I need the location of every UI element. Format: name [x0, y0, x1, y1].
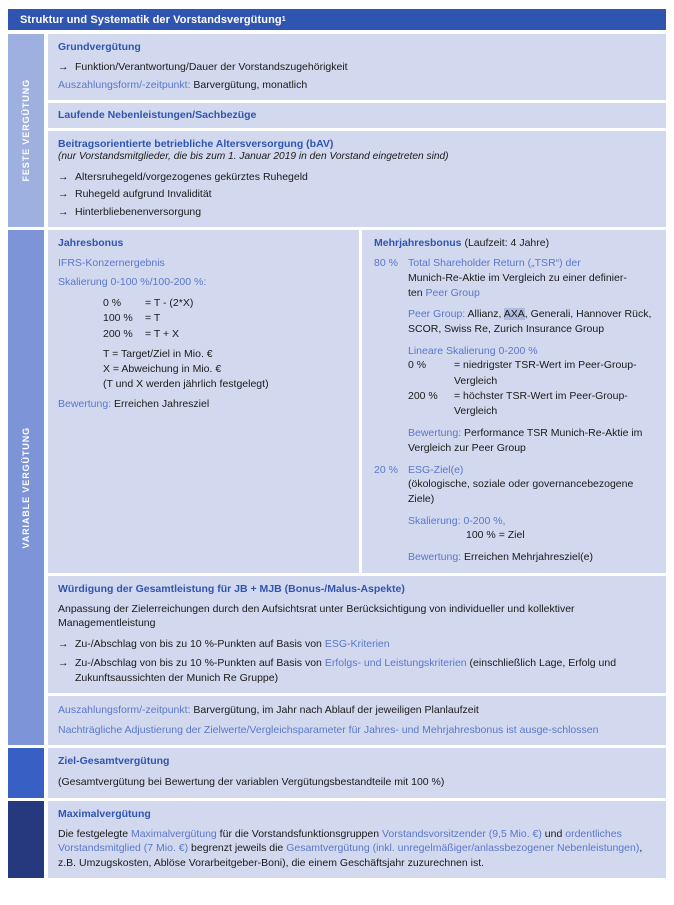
- nebenleistungen-heading: Laufende Nebenleistungen/Sachbezüge: [58, 109, 257, 122]
- tsr-line2: Munich-Re-Aktie im Vergleich zu einer definier-: [408, 271, 627, 284]
- tsr-scaling: Lineare Skalierung 0-200 %: [408, 344, 538, 357]
- esg-assessment-label: Bewertung:: [408, 550, 462, 563]
- formula-right: = T - (2*X): [145, 297, 194, 310]
- tsr-weight: 80 %: [374, 257, 398, 270]
- maximal-run-0: Die festgelegte: [58, 827, 131, 840]
- title-footnote-marker: 1: [281, 16, 286, 23]
- rail-block-ziel: [8, 748, 44, 798]
- peer-group-pre: Allianz,: [465, 308, 504, 321]
- tsr-title: Total Shareholder Return („TSR“) der: [408, 257, 581, 270]
- auszahlung-payout-label: Auszahlungsform/-zeitpunkt:: [58, 704, 191, 717]
- formula-left: 100 %: [103, 312, 133, 325]
- arrow-icon: →: [58, 61, 69, 74]
- tsr-scale-left: 0 %: [408, 359, 427, 372]
- maximal-run-4: und: [541, 827, 566, 840]
- grundverguetung-heading: Grundvergütung: [58, 41, 141, 53]
- wuerdigung-bullet: [58, 637, 656, 651]
- maximal-sections: [48, 801, 666, 879]
- bullet-post: (einschließlich Lage, Erfolg und Zukunftsaussichten der Munich Re Gruppe): [75, 657, 617, 684]
- tsr-scale-cont-1: Vergleich: [454, 404, 498, 417]
- formula-row: [103, 311, 349, 326]
- rail-variable-wrap: [8, 230, 44, 745]
- wuerdigung-heading: Würdigung der Gesamtleistung für JB + MJB (Bonus-/Malus-Aspekte): [58, 582, 405, 595]
- section-wuerdigung: [48, 576, 666, 694]
- wuerdigung-intro: Anpassung der Zielerreichungen durch den Aufsichtsrat unter Berücksichtigung von individueller und kollektiver Managementleistung: [58, 602, 575, 630]
- peer-group-selected-axa[interactable]: AXA: [503, 308, 525, 321]
- content-area: [8, 34, 666, 878]
- band-variable-compensation: [8, 230, 666, 745]
- esg-assessment: [374, 550, 656, 565]
- grundverguetung-bullet: [58, 60, 656, 74]
- tsr-scale-right: = niedrigster TSR-Wert im Peer-Group-: [454, 359, 637, 372]
- jahresbonus-formula-block: [58, 296, 349, 392]
- tsr-scale-row-0: [408, 358, 656, 373]
- band-maximalverguetung: [8, 801, 666, 879]
- tsr-line3-peer-group: Peer Group: [425, 286, 480, 299]
- jahresbonus-assessment-label: Bewertung:: [58, 398, 112, 411]
- jahresbonus-definition: X = Abweichung in Mio. €: [103, 363, 222, 376]
- formula-right: = T + X: [145, 327, 180, 340]
- rail-label-fixed: [8, 34, 44, 227]
- maximal-run-5: ordentliches Vorstandsmitglied (7 Mio. €): [58, 827, 622, 855]
- bav-bullet-text: Ruhegeld aufgrund Invalidität: [75, 188, 212, 201]
- maximal-run-8: , z.B. Umzugskosten, Ablöse Vorarbeitgeber-Boni), die einem Geschäftsjahr zuzurechnen ist.: [58, 842, 643, 869]
- grundverguetung-payout-value: Barvergütung, monatlich: [193, 78, 308, 91]
- rail-label-fixed-text: FESTE VERGÜTUNG: [20, 79, 31, 182]
- jahresbonus-heading: Jahresbonus: [58, 237, 124, 250]
- section-bav: [48, 131, 666, 227]
- page-title: [8, 9, 666, 30]
- maximal-run-3: Vorstandsvorsitzender (9,5 Mio. €): [381, 827, 542, 840]
- section-mehrjahresbonus: [362, 230, 666, 573]
- grundverguetung-bullet-text: Funktion/Verantwortung/Dauer der Vorstandszugehörigkeit: [75, 61, 348, 74]
- bav-heading: Beitragsorientierte betriebliche Altersversorgung (bAV): [58, 138, 334, 151]
- bav-bullet: [58, 187, 656, 201]
- rail-label-variable-text: VARIABLE VERGÜTUNG: [20, 426, 31, 549]
- formula-row: [103, 296, 349, 311]
- section-nebenleistungen: [48, 103, 666, 128]
- peer-group-row: [374, 307, 656, 336]
- ziel-heading: Ziel-Gesamtvergütung: [58, 755, 170, 768]
- formula-left: 0 %: [103, 297, 122, 310]
- section-jahresbonus: [48, 230, 359, 573]
- tsr-scale-right: = höchster TSR-Wert im Peer-Group-: [454, 389, 628, 402]
- tsr-scale-row: [374, 358, 656, 419]
- tsr-scale-row-1: [408, 389, 656, 404]
- tsr-assessment-value: Performance TSR Munich-Re-Aktie im Vergleich zur Peer Group: [408, 427, 643, 454]
- maximal-run-7: Gesamtvergütung (inkl. unregelmäßiger/anlassbezogener Nebenleistungen): [286, 842, 640, 855]
- section-maximalverguetung: [48, 801, 666, 879]
- mehrjahresbonus-heading-text: Mehrjahresbonus: [374, 237, 462, 250]
- esg-scaling-value: 0-200 %,: [460, 514, 506, 527]
- clipped-footnote: [8, 898, 666, 905]
- tsr-scale-cont-0: Vergleich: [454, 374, 498, 387]
- jahresbonus-definition: T = Target/Ziel in Mio. €: [103, 347, 213, 360]
- jahresbonus-assessment-value: Erreichen Jahresziel: [114, 398, 210, 411]
- auszahlung-payout-value: Barvergütung, im Jahr nach Ablauf der jeweiligen Planlaufzeit: [193, 704, 479, 717]
- arrow-icon: →: [58, 657, 69, 670]
- mehrjahresbonus-heading-suffix: (Laufzeit: 4 Jahre): [464, 237, 550, 250]
- grundverguetung-payout: [58, 78, 656, 92]
- bullet-pre: Zu-/Abschlag von bis zu 10 %-Punkten auf Basis von: [75, 657, 325, 670]
- tsr-scale-left: 200 %: [408, 389, 438, 402]
- fixed-sections: [48, 34, 666, 227]
- tsr-assessment-label: Bewertung:: [408, 427, 462, 440]
- formula-right: = T: [145, 312, 161, 325]
- arrow-icon: →: [58, 170, 69, 183]
- bav-subtitle: (nur Vorstandsmitglieder, die bis zum 1. Januar 2019 in den Vorstand eingetreten sind): [58, 151, 449, 163]
- formula-row: [103, 327, 349, 342]
- maximal-run-2: für die Vorstandsfunktionsgruppen: [216, 827, 382, 840]
- arrow-icon: →: [58, 188, 69, 201]
- rail-fixed-wrap: [8, 34, 44, 227]
- bonus-two-column-region: [48, 230, 666, 573]
- formula-left: 200 %: [103, 327, 133, 340]
- peer-group-post: , Generali, Hannover Rück, SCOR, Swiss Re, Zurich Insurance Group: [408, 308, 652, 335]
- bav-bullet: [58, 170, 656, 184]
- esg-assessment-value: Erreichen Mehrjahresziel(e): [464, 550, 594, 563]
- esg-scaling-line2: 100 % = Ziel: [466, 529, 525, 542]
- esg-weight: 20 %: [374, 463, 398, 476]
- variable-sections: [48, 230, 666, 745]
- rail-ziel-wrap: [8, 748, 44, 798]
- jahresbonus-kpi: IFRS-Konzernergebnis: [58, 257, 165, 270]
- tsr-weight-row: [374, 256, 656, 271]
- bullet-pre: Zu-/Abschlag von bis zu 10 %-Punkten auf Basis von: [75, 637, 325, 650]
- esg-weight-row: [374, 463, 656, 478]
- bav-bullet-text: Altersruhegeld/vorgezogenes gekürztes Ruhegeld: [75, 170, 308, 183]
- mehrjahresbonus-heading: [374, 237, 656, 250]
- jahresbonus-definition: (T und X werden jährlich festgelegt): [103, 378, 269, 391]
- bullet-blue: Erfolgs- und Leistungskriterien: [324, 657, 467, 670]
- maximal-run-1: Maximalvergütung: [130, 827, 217, 840]
- peer-group-label: Peer Group:: [408, 308, 466, 321]
- page-title-text: Struktur und Systematik der Vorstandsvergütung: [20, 13, 282, 26]
- auszahlung-payout: [58, 703, 656, 717]
- bav-bullet-text: Hinterbliebenenversorgung: [75, 205, 202, 218]
- wuerdigung-bullet-text: [75, 637, 656, 651]
- esg-scaling-label: Skalierung:: [408, 514, 461, 527]
- maximal-run-6: begrenzt jeweils die: [188, 842, 287, 855]
- wuerdigung-bullet: [58, 656, 656, 685]
- rail-block-maximal: [8, 801, 44, 879]
- section-auszahlung: [48, 696, 666, 745]
- tsr-line3-prefix: ten: [408, 286, 426, 299]
- rail-maximal-wrap: [8, 801, 44, 879]
- tsr-assessment: [374, 426, 656, 455]
- bav-bullet: [58, 205, 656, 219]
- band-fixed-compensation: [8, 34, 666, 227]
- ziel-note: (Gesamtvergütung bei Bewertung der variablen Vergütungsbestandteile mit 100 %): [58, 776, 445, 789]
- esg-scaling-row: [374, 514, 656, 529]
- grundverguetung-payout-label: Auszahlungsform/-zeitpunkt:: [58, 78, 191, 91]
- maximal-heading: Maximalvergütung: [58, 807, 151, 820]
- jahresbonus-assessment: [58, 397, 349, 411]
- arrow-icon: →: [58, 205, 69, 218]
- bullet-blue: ESG-Kriterien: [324, 637, 390, 650]
- rail-label-variable: [8, 230, 44, 745]
- wuerdigung-bullet-text: [75, 656, 656, 685]
- jahresbonus-scaling: Skalierung 0-100 %/100-200 %:: [58, 275, 207, 288]
- arrow-icon: →: [58, 637, 69, 650]
- section-ziel-gesamtverguetung: [48, 748, 666, 798]
- esg-description: (ökologische, soziale oder governancebezogene Ziele): [408, 478, 634, 505]
- section-grundverguetung: [48, 34, 666, 100]
- ziel-sections: [48, 748, 666, 798]
- esg-title: ESG-Ziel(e): [408, 463, 464, 476]
- tsr-line3: [374, 286, 656, 301]
- auszahlung-adjust: Nachträgliche Adjustierung der Zielwerte/Vergleichsparameter für Jahres- und Mehrjahresbonus ist ausge-schlossen: [58, 723, 599, 736]
- band-ziel-gesamtverguetung: [8, 748, 666, 798]
- maximal-body-text: [58, 827, 656, 870]
